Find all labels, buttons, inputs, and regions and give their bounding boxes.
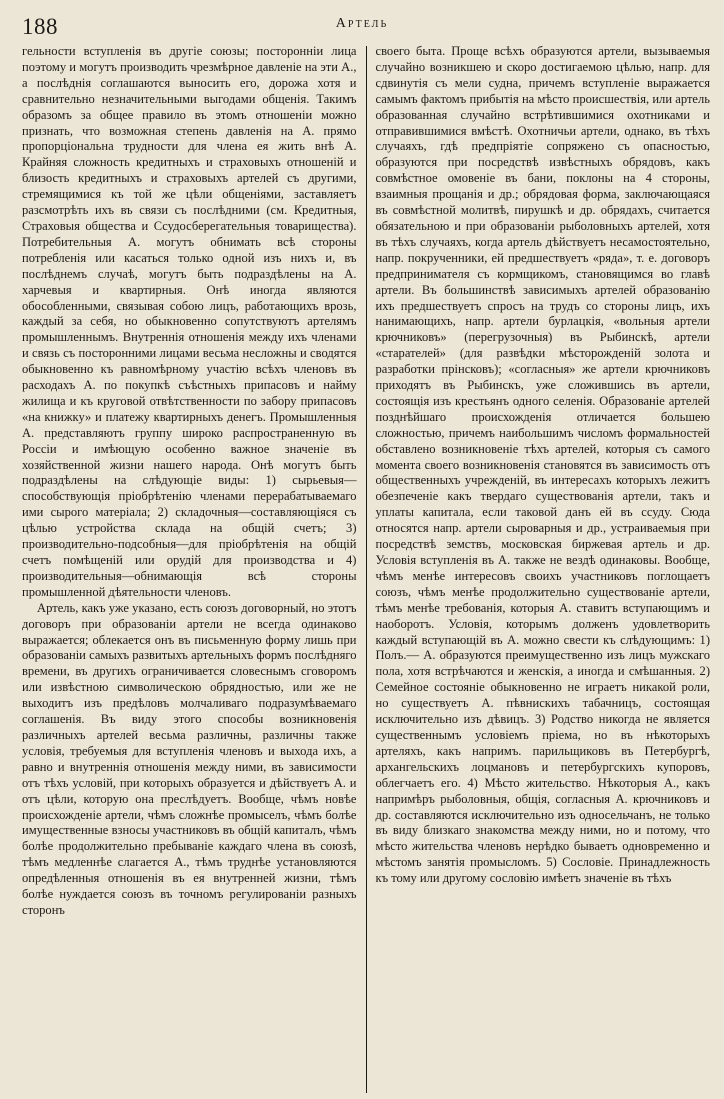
right-column <box>367 44 711 1093</box>
running-title: Артель <box>335 16 389 31</box>
page-number: 188 <box>22 14 58 39</box>
paragraph: своего быта. Проще всѣхъ образуются артели, вызываемыя случайно возникшею и скоро достигаемою цѣлью, напр. для сдвинутія съ мели судна, причемъ вступленіе выражается самымъ фактомъ прибытія на мѣсто происшествія, или артель образованная случайно встрѣтившимися охотниками и отправившимися вмѣстѣ. Охотничьи артели, однако, въ тѣхъ случаяхъ, гдѣ предпріятіе сопряжено съ опасностью, образуются при посредствѣ извѣстныхъ обрядовъ, какъ совмѣстное омовеніе въ бани, поклоны на 4 стороны, взаимныя прощанія и др.; обрядовая форма, заключающаяся въ совмѣстной молитвѣ, пирушкѣ и др. обрядахъ, считается обязательною и при образованіи рыболовныхъ артелей, хотя въ тѣхъ случаяхъ, когда артель дѣйствуетъ несамостоятельно, напр. покрученники, ей предшествуетъ «ряда», т. е. договоръ предпринимателя съ кормщикомъ, становящимся во главѣ артели. Въ большинствѣ зависимыхъ артелей образованію ихъ предшествуетъ спросъ на трудъ со стороны лицъ, ихъ нанимающихъ, напр. артели бурлацкія, «вольныя артели крючниковъ» (перегрузочныя) въ Рыбинскѣ, артели «старателей» (для развѣдки мѣсторожденій золота и разработки прінсковъ); «согласныя» же артели крючниковъ приходятъ въ Рыбинскъ, уже сложившись въ артели, состоящія изъ крестьянъ одного селенія. Образованіе артелей позднѣйшаго происхожденія отличается большею сложностью, причемъ наибольшимъ числомъ формальностей обставлено возникновеніе тѣхъ артелей, которыя съ самого момента своего возникновенія становятся въ зависимость отъ общественныхъ учрежденій, въ интересахъ которыхъ лежитъ обезпеченіе какъ твердаго существованія артели, такъ и уплаты капитала, если таковой данъ ей въ ссуду. Сюда относятся напр. артели сыроварныя и др., устраиваемыя при посредствѣ земствъ, московская биржевая артель и др. Условія вступленія въ А. также не вездѣ одинаковы. Вообще, чѣмъ менѣе интересовъ своихъ участниковъ поглощаетъ союзъ, чѣмъ менѣе продолжительно существованіе артели, тѣмъ менѣе требованія, которыя А. ставитъ вступающимъ и наоборотъ. Условія, которымъ долженъ удовлетворить каждый вступающій въ А. можно свести къ слѣдующимъ: 1) Полъ.— А. образуются преимущественно изъ лицъ мужскаго пола, хотя встрѣчаются и женскія, а иногда и смѣшанныя. 2) Семейное состояніе обыкновенно не играетъ никакой роли, но существуетъ А. пѣвнискихъ табачницъ, состоящая исключительно изъ дѣвицъ. 3) Родство никогда не является существеннымъ условіемъ пріема, но въ нѣкоторыхъ артеляхъ, какъ напримъ. парильщиковъ въ Петербургѣ, архангельскихъ лоцмановъ и петербургскихъ купоровъ, облегчаетъ его. 4) Мѣсто жительство. Нѣкоторыя А., какъ напримѣръ рыболовныя, общія, согласныя А. крючниковъ и др. составляются исключительно изъ односельчанъ, не только въ виду близкаго знакомства между ними, но и потому, что мѣсто жительства членовъ нерѣдко бываетъ одновременно и мѣстомъ занятія промысломъ. 5) Сословіе. Принадлежность къ тому или другому сословію имѣетъ значеніе въ тѣхъ <box>375 44 710 886</box>
text-columns <box>22 44 710 1093</box>
page-header <box>0 6 724 40</box>
paragraph: гельности вступленія въ другіе союзы; посторонніи лица поэтому и могутъ производить чрезмѣрное давленіе на эти А., а послѣднія соглашаются выносить его, дорожа хотя и сравнительно незначительными выгодами общенія. Такимъ образомъ за общее правило въ этомъ отношеніи можно признать, что возможная степень давленія на А. прямо пропорціональна трудности для члена ея жить внѣ А. Крайняя сложность кредитныхъ и страховыхъ отношеній и близость кредитныхъ и страховыхъ артелей съ другими, стремящимися къ той же цѣли общеніями, заставляетъ разсмотрѣть ихъ въ связи съ послѣдними (см. Кредитныя, Страховыя общества и Ссудосберегательныя товарищества). Потребительныя А. могутъ обнимать всѣ стороны потребленія или касаться только одной изъ нихъ и, въ послѣднемъ случаѣ, могутъ быть подраздѣлены на А. харчевыя и квартирныя. Онѣ иногда являются обособленными, связывая собою лицъ, работающихъ врозь, каждый за себя, но обыкновенно сопутствуютъ артелямъ промышленнымъ. Внутреннія отношенія между ихъ членами и связь съ посторонними лицами весьма несложны и сводятся обыкновенно къ равномѣрному участію всѣхъ членовъ въ расходахъ А. по покупкѣ съѣстныхъ припасовъ и найму жилища и къ круговой отвѣтственности по забору припасовъ «на книжку» и платежу квартирныхъ денегъ. Промышленныя А. представляютъ группу широко распространенную въ Россіи и имѣющую особенно важное значеніе въ хозяйственной жизни нашего народа. Онѣ могутъ быть подраздѣлены на слѣдующіе виды: 1) сырьевыя—способствующія пріобрѣтенію членами перерабатываемаго ими сырого матеріала; 2) складочныя—составляющіяся съ цѣлью устройства склада на общій счетъ; 3) производительно-подсобныя—для пріобрѣтенія на общій счетъ помѣщеній или орудій для производства и 4) производительныя—обнимающія всѣ стороны промышленной дѣятельности членовъ. <box>22 44 357 599</box>
left-column <box>22 44 366 1093</box>
paragraph: Артель, какъ уже указано, есть союзъ договорный, но этотъ договоръ при образованіи артели не всегда одинаково выражается; облекается онъ въ письменную форму лишь при образованіи самыхъ развитыхъ артельныхъ формъ послѣдняго времени, въ другихъ ограничивается словеснымъ сговоромъ или извѣстною символическою обрядностью, или же не выходитъ изъ предѣловъ молчаливаго подразумѣваемаго соглашенія. Въ виду этого способы возникновенія различныхъ артелей весьма различны, различны также условія, требуемыя для вступленія членовъ и выхода ихъ, а равно и внутреннія отношенія между ними, въ зависимости отъ тѣхъ условій, при которыхъ образуется и дѣйствуетъ А. и отъ цѣли, которую она преслѣдуетъ. Вообще, чѣмъ новѣе происхожденіе артели, чѣмъ сложнѣе промыселъ, чѣмъ болѣе имущественные взносы участниковъ въ общій капиталъ, чѣмъ болѣе продолжительно пребываніе каждаго члена въ союзѣ, тѣмъ медленнѣе слагается А., тѣмъ труднѣе установляются опредѣленныя отношенія въ ея внутренней жизни, тѣмъ болѣе нуждается союзъ въ точномъ регулированіи разныхъ сторонъ <box>22 600 357 917</box>
